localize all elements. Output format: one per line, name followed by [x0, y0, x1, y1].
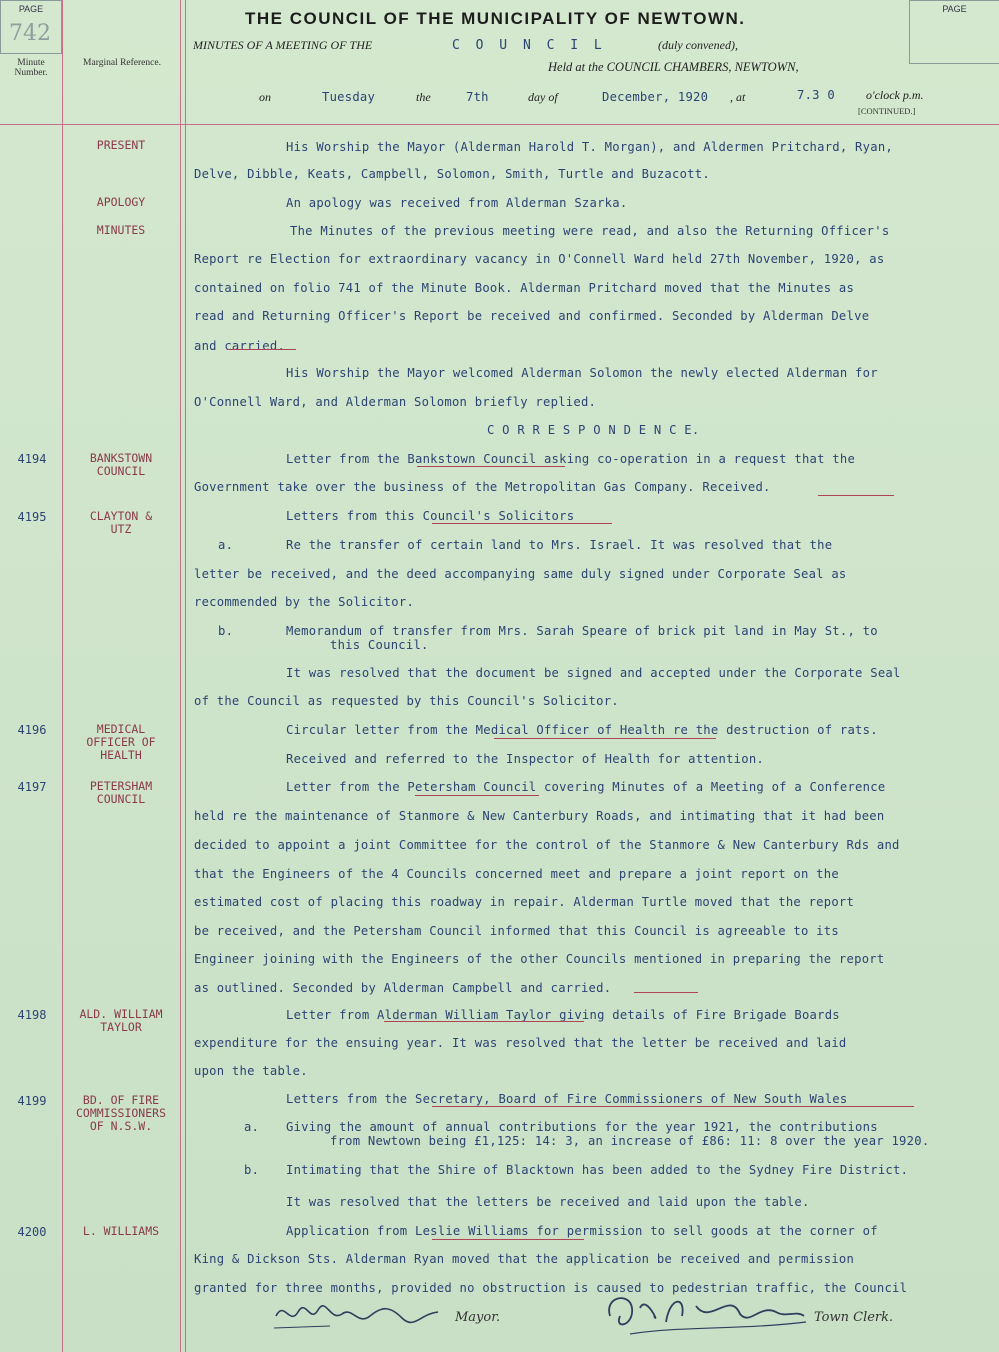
minute-text-line: The Minutes of the previous meeting were read, and also the Returning Officer's [290, 224, 890, 238]
continued-label: [CONTINUED.] [858, 106, 916, 116]
marginal-reference: MEDICAL OFFICER OF HEALTH [86, 722, 156, 762]
duly-convened: (duly convened), [658, 38, 738, 52]
marginal-reference: MINUTES [96, 223, 146, 237]
underline-carried-1 [228, 349, 296, 350]
minutes-of-label: MINUTES OF A MEETING OF THE [193, 38, 373, 52]
minute-text-line: Re the transfer of certain land to Mrs. Israel. It was resolved that the [286, 538, 833, 552]
minute-text-line: read and Returning Officer's Report be received and confirmed. Seconded by Alderman Delve [194, 309, 870, 323]
minute-text-line: Received and referred to the Inspector of Health for attention. [286, 752, 765, 766]
meeting-body: C O U N C I L [452, 38, 606, 53]
minute-text-line: Application from Leslie Williams for permission to sell goods at the corner of [286, 1224, 878, 1238]
minute-text-line: Letters from this Council's Solicitors [286, 509, 575, 523]
meeting-time: 7.3 0 [797, 88, 835, 102]
marginal-reference: ALD. WILLIAM TAYLOR [79, 1007, 163, 1034]
minute-text-line: held re the maintenance of Stanmore & New Canterbury Roads, and intimating that it had been [194, 809, 885, 823]
mayor-signature [270, 1296, 446, 1336]
minute-text-line: O'Connell Ward, and Alderman Solomon briefly replied. [194, 395, 597, 409]
minute-number: 4195 [17, 510, 47, 524]
minute-number: 4200 [17, 1225, 47, 1239]
minute-text-line: contained on folio 741 of the Minute Book. Alderman Pritchard moved that the Minutes as [194, 281, 855, 295]
minute-text-line: Letter from the Bankstown Council asking co-operation in a request that the [286, 452, 856, 466]
underline-petersham [415, 795, 539, 796]
minute-text-line: as outlined. Seconded by Alderman Campbell and carried. [194, 981, 612, 995]
day-of-label: day of [528, 90, 558, 104]
minute-text-line: from Newtown being £1,125: 14: 3, an increase of £86: 11: 8 over the year 1920. [330, 1134, 930, 1148]
minute-text-line: that the Engineers of the 4 Councils concerned meet and prepare a joint report on the [194, 867, 839, 881]
marginal-reference: BANKSTOWN COUNCIL [89, 451, 153, 478]
minute-number-label: Minute Number. [14, 58, 48, 78]
minute-number: 4199 [17, 1094, 47, 1108]
header-rule [0, 124, 999, 125]
minute-text-line: His Worship the Mayor (Alderman Harold T. Morgan), and Aldermen Pritchard, Ryan, [286, 140, 893, 154]
marginal-reference: PETERSHAM COUNCIL [89, 779, 153, 806]
minute-text-line: Letter from the Petersham Council covering Minutes of a Meeting of a Conference [286, 780, 886, 794]
page-label-right: PAGE [942, 4, 967, 14]
minute-text-line: b. [218, 624, 234, 638]
minute-text-line: King & Dickson Sts. Alderman Ryan moved that the application be received and permission [194, 1252, 855, 1266]
minute-text-line: letter be received, and the deed accompanying same duly signed under Corporate Seal as [194, 567, 847, 581]
minute-text-line: a. [244, 1120, 260, 1134]
meeting-day: 7th [466, 90, 489, 104]
underline-taylor [384, 1021, 584, 1022]
held-at: Held at the COUNCIL CHAMBERS, NEWTOWN, [548, 60, 799, 74]
town-clerk-label: Town Clerk. [814, 1310, 894, 1325]
minute-text-line: decided to appoint a joint Committee for the control of the Stanmore & New Canterbury Rds and [194, 838, 900, 852]
marginal-reference-label: Marginal Reference. [83, 58, 161, 68]
underline-carried-2 [634, 992, 698, 993]
minute-text-line: Letters from the Secretary, Board of Fire Commissioners of New South Wales [286, 1092, 848, 1106]
minute-text-line: An apology was received from Alderman Szarka. [286, 196, 628, 210]
minute-number: 4198 [17, 1008, 47, 1022]
meeting-weekday: Tuesday [322, 90, 376, 104]
minute-text-line: recommended by the Solicitor. [194, 595, 415, 609]
minute-text-line: Engineer joining with the Engineers of the other Councils mentioned in preparing the report [194, 952, 885, 966]
minute-text-line: of the Council as requested by this Council's Solicitor. [194, 694, 619, 708]
page-number: 742 [9, 21, 51, 46]
minute-text-line: Intimating that the Shire of Blacktown has been added to the Sydney Fire District. [286, 1163, 909, 1177]
underline-solicitors [432, 523, 612, 524]
minute-text-line: It was resolved that the letters be received and laid upon the table. [286, 1195, 810, 1209]
margin-rule-3 [185, 0, 186, 1352]
marginal-reference: PRESENT [96, 138, 146, 152]
marginal-reference: L. WILLIAMS [82, 1224, 160, 1238]
minute-text-line: Circular letter from the Medical Officer of Health re the destruction of rats. [286, 723, 878, 737]
town-clerk-signature [600, 1286, 812, 1342]
minute-text-line: be received, and the Petersham Council informed that this Council is agreeable to its [194, 924, 839, 938]
minute-text-line: Government take over the business of the Metropolitan Gas Company. Received. [194, 480, 771, 494]
page-title: THE COUNCIL OF THE MUNICIPALITY OF NEWTOWN. [245, 9, 746, 28]
marginal-reference: CLAYTON & UTZ [89, 509, 153, 536]
minute-text-line: estimated cost of placing this roadway in repair. Alderman Turtle moved that the report [194, 895, 855, 909]
minute-text-line: b. [244, 1163, 260, 1177]
minute-number: 4196 [17, 723, 47, 737]
minute-text-line: His Worship the Mayor welcomed Alderman Solomon the newly elected Alderman for [286, 366, 878, 380]
minute-text-line: expenditure for the ensuing year. It was resolved that the letter be received and laid [194, 1036, 847, 1050]
margin-rule-2 [180, 0, 181, 1352]
at-label: , at [730, 90, 746, 104]
minute-text-line: a. [218, 538, 234, 552]
minute-text-line: granted for three months, provided no obstruction is caused to pedestrian traffic, the Council [194, 1281, 908, 1295]
page-label-left: PAGE [18, 4, 44, 14]
underline-received [818, 495, 894, 496]
meeting-month-year: December, 1920 [602, 90, 709, 104]
page-number-box-left [0, 0, 62, 54]
the-label: the [416, 90, 431, 104]
on-label: on [259, 90, 271, 104]
minute-text-line: Giving the amount of annual contributions for the year 1921, the contributions [286, 1120, 878, 1134]
minute-number: 4197 [17, 780, 47, 794]
underline-fire-commissioners [432, 1106, 914, 1107]
minute-text-line: Delve, Dibble, Keats, Campbell, Solomon, Smith, Turtle and Buzacott. [194, 167, 710, 181]
marginal-reference: APOLOGY [96, 195, 146, 209]
underline-medical-officer [494, 738, 716, 739]
oclock-label: o'clock p.m. [866, 88, 924, 102]
minute-text-line: this Council. [330, 638, 429, 652]
minute-text-line: Report re Election for extraordinary vacancy in O'Connell Ward held 27th November, 1920, as [194, 252, 885, 266]
minute-number: 4194 [17, 452, 47, 466]
minute-text-line: and carried. [194, 339, 286, 353]
page-number-box-right [909, 0, 999, 64]
underline-leslie-williams [432, 1239, 584, 1240]
minute-text-line: It was resolved that the document be signed and accepted under the Corporate Seal [286, 666, 901, 680]
minute-text-line: Letter from Alderman William Taylor giving details of Fire Brigade Boards [286, 1008, 840, 1022]
mayor-label: Mayor. [455, 1310, 501, 1325]
marginal-reference: BD. OF FIRE COMMISSIONERS OF N.S.W. [75, 1093, 166, 1133]
minute-text-line: Memorandum of transfer from Mrs. Sarah Speare of brick pit land in May St., to [286, 624, 878, 638]
minute-text-line: C O R R E S P O N D E N C E. [487, 423, 700, 437]
underline-bankstown [417, 466, 565, 467]
minute-text-line: upon the table. [194, 1064, 308, 1078]
